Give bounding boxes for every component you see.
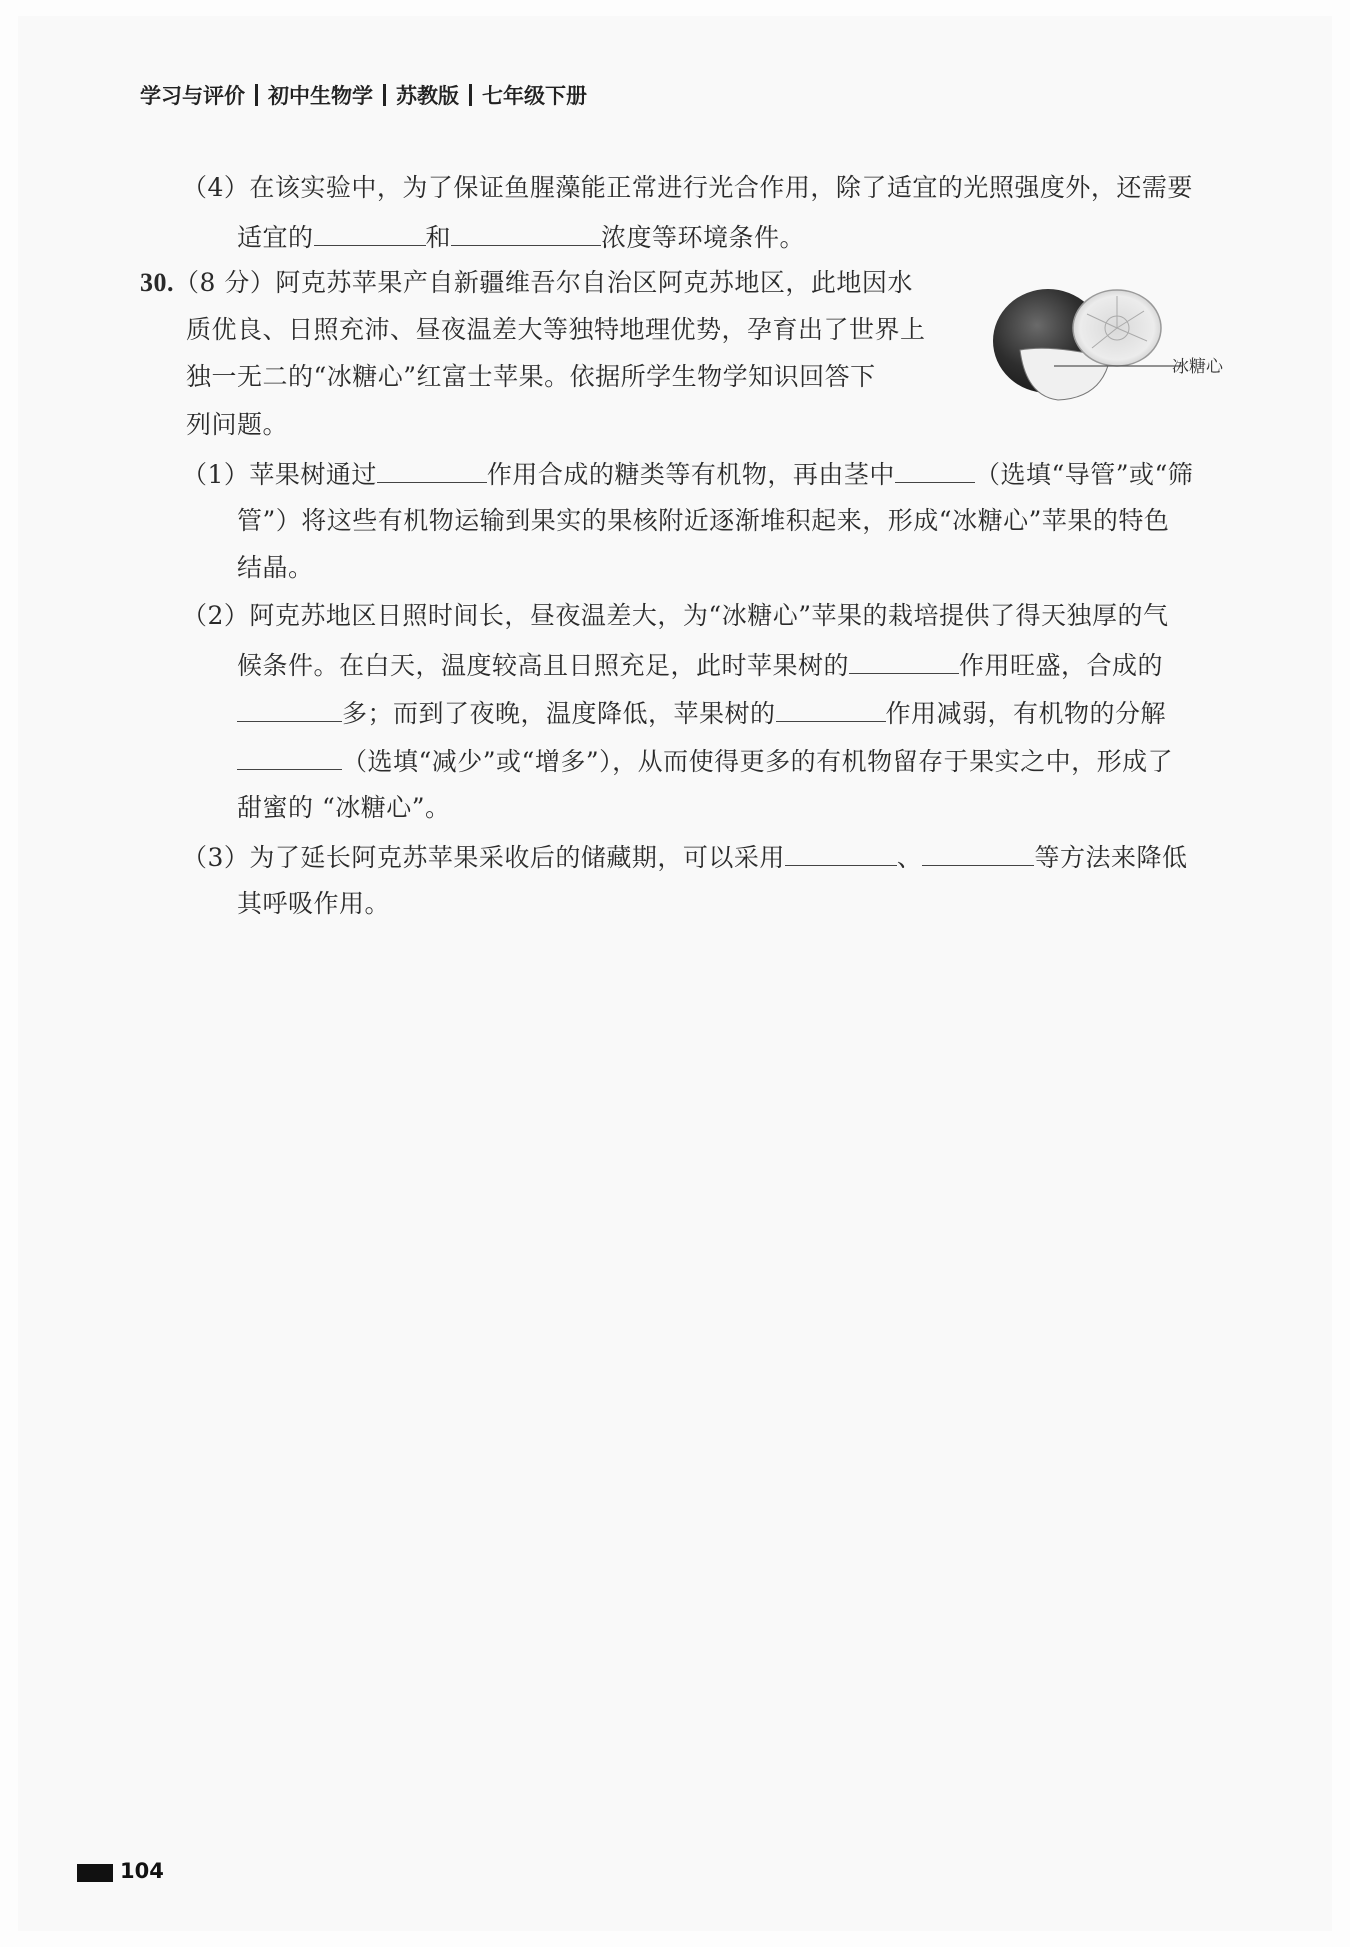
- answer-blank[interactable]: [849, 649, 959, 674]
- q30-part2-text-a: 多；而到了夜晚，温度降低，苹果树的: [342, 699, 776, 728]
- header-divider: [469, 84, 472, 106]
- apple-illustration: [992, 286, 1182, 406]
- header-series: 学习与评价: [140, 84, 245, 108]
- q30-part3-text-c: 等方法来降低: [1034, 843, 1188, 872]
- header-grade: 七年级下册: [482, 84, 587, 108]
- answer-blank[interactable]: [377, 458, 487, 483]
- q29-part4-text-c: 浓度等环境条件。: [601, 223, 806, 252]
- header-divider: [383, 84, 386, 106]
- q30-part1-line1: [182, 458, 1193, 490]
- q30-part2-line5: 甜蜜的 “冰糖心”。: [237, 793, 451, 822]
- answer-blank[interactable]: [237, 745, 342, 770]
- q30-part2-text-a: 候条件。在白天，温度较高且日照充足，此时苹果树的: [237, 651, 850, 680]
- q30-part1-line3: 结晶。: [237, 553, 314, 582]
- question-number: 30.: [140, 268, 174, 297]
- answer-blank[interactable]: [922, 841, 1034, 866]
- q30-intro-line4: 列问题。: [186, 410, 289, 439]
- q29-part4-line2: [237, 221, 805, 253]
- q30-part2-line2: [237, 649, 1163, 681]
- q30-part3-text-b: 、: [896, 843, 923, 872]
- q30-part2-line3: [237, 697, 1166, 729]
- page-number: 104: [120, 1859, 164, 1883]
- answer-blank[interactable]: [895, 458, 975, 483]
- q30-intro-line1: [140, 268, 913, 298]
- q29-part4-text-a: 适宜的: [237, 223, 314, 252]
- q30-intro-line2: 质优良、日照充沛、昼夜温差大等独特地理优势，孕育出了世界上: [186, 315, 926, 344]
- q29-part4-text-b: 和: [425, 223, 452, 252]
- q30-intro-text: （8 分）阿克苏苹果产自新疆维吾尔自治区阿克苏地区，此地因水: [174, 268, 913, 297]
- q30-part2-text-b: 作用旺盛，合成的: [959, 651, 1164, 680]
- q30-part2-line4: [237, 745, 1173, 777]
- answer-blank[interactable]: [237, 697, 342, 722]
- footer-marker: [77, 1864, 113, 1882]
- q30-part1-text-a: （1）苹果树通过: [182, 460, 377, 489]
- q30-part2-text-c: （选填“减少”或“增多”），从而使得更多的有机物留存于果实之中，形成了: [342, 747, 1174, 776]
- figure-label: 冰糖心: [1172, 357, 1223, 377]
- answer-blank[interactable]: [785, 841, 897, 866]
- q30-part1-text-b: 作用合成的糖类等有机物，再由茎中: [486, 460, 895, 489]
- q30-part3-line1: [182, 841, 1187, 873]
- page-header: [140, 80, 587, 110]
- q30-part2-text-b: 作用减弱，有机物的分解: [885, 699, 1167, 728]
- header-divider: [255, 84, 258, 106]
- q30-part3-line2: 其呼吸作用。: [237, 889, 391, 918]
- answer-blank[interactable]: [314, 221, 426, 246]
- q30-part1-line2: 管”）将这些有机物运输到果实的果核附近逐渐堆积起来，形成“冰糖心”苹果的特色: [237, 506, 1170, 535]
- answer-blank[interactable]: [451, 221, 601, 246]
- q29-part4-line1: （4）在该实验中，为了保证鱼腥藻能正常进行光合作用，除了适宜的光照强度外，还需要: [182, 173, 1193, 202]
- header-publisher: 苏教版: [396, 84, 459, 108]
- header-course: 初中生物学: [268, 84, 373, 108]
- q30-part2-line1: （2）阿克苏地区日照时间长，昼夜温差大，为“冰糖心”苹果的栽培提供了得天独厚的气: [182, 601, 1169, 630]
- q30-part1-text-c: （选填“导管”或“筛: [974, 460, 1194, 489]
- q30-part3-text-a: （3）为了延长阿克苏苹果采收后的储藏期，可以采用: [182, 843, 785, 872]
- answer-blank[interactable]: [776, 697, 886, 722]
- q30-intro-line3: 独一无二的“冰糖心”红富士苹果。依据所学生物学知识回答下: [186, 362, 876, 391]
